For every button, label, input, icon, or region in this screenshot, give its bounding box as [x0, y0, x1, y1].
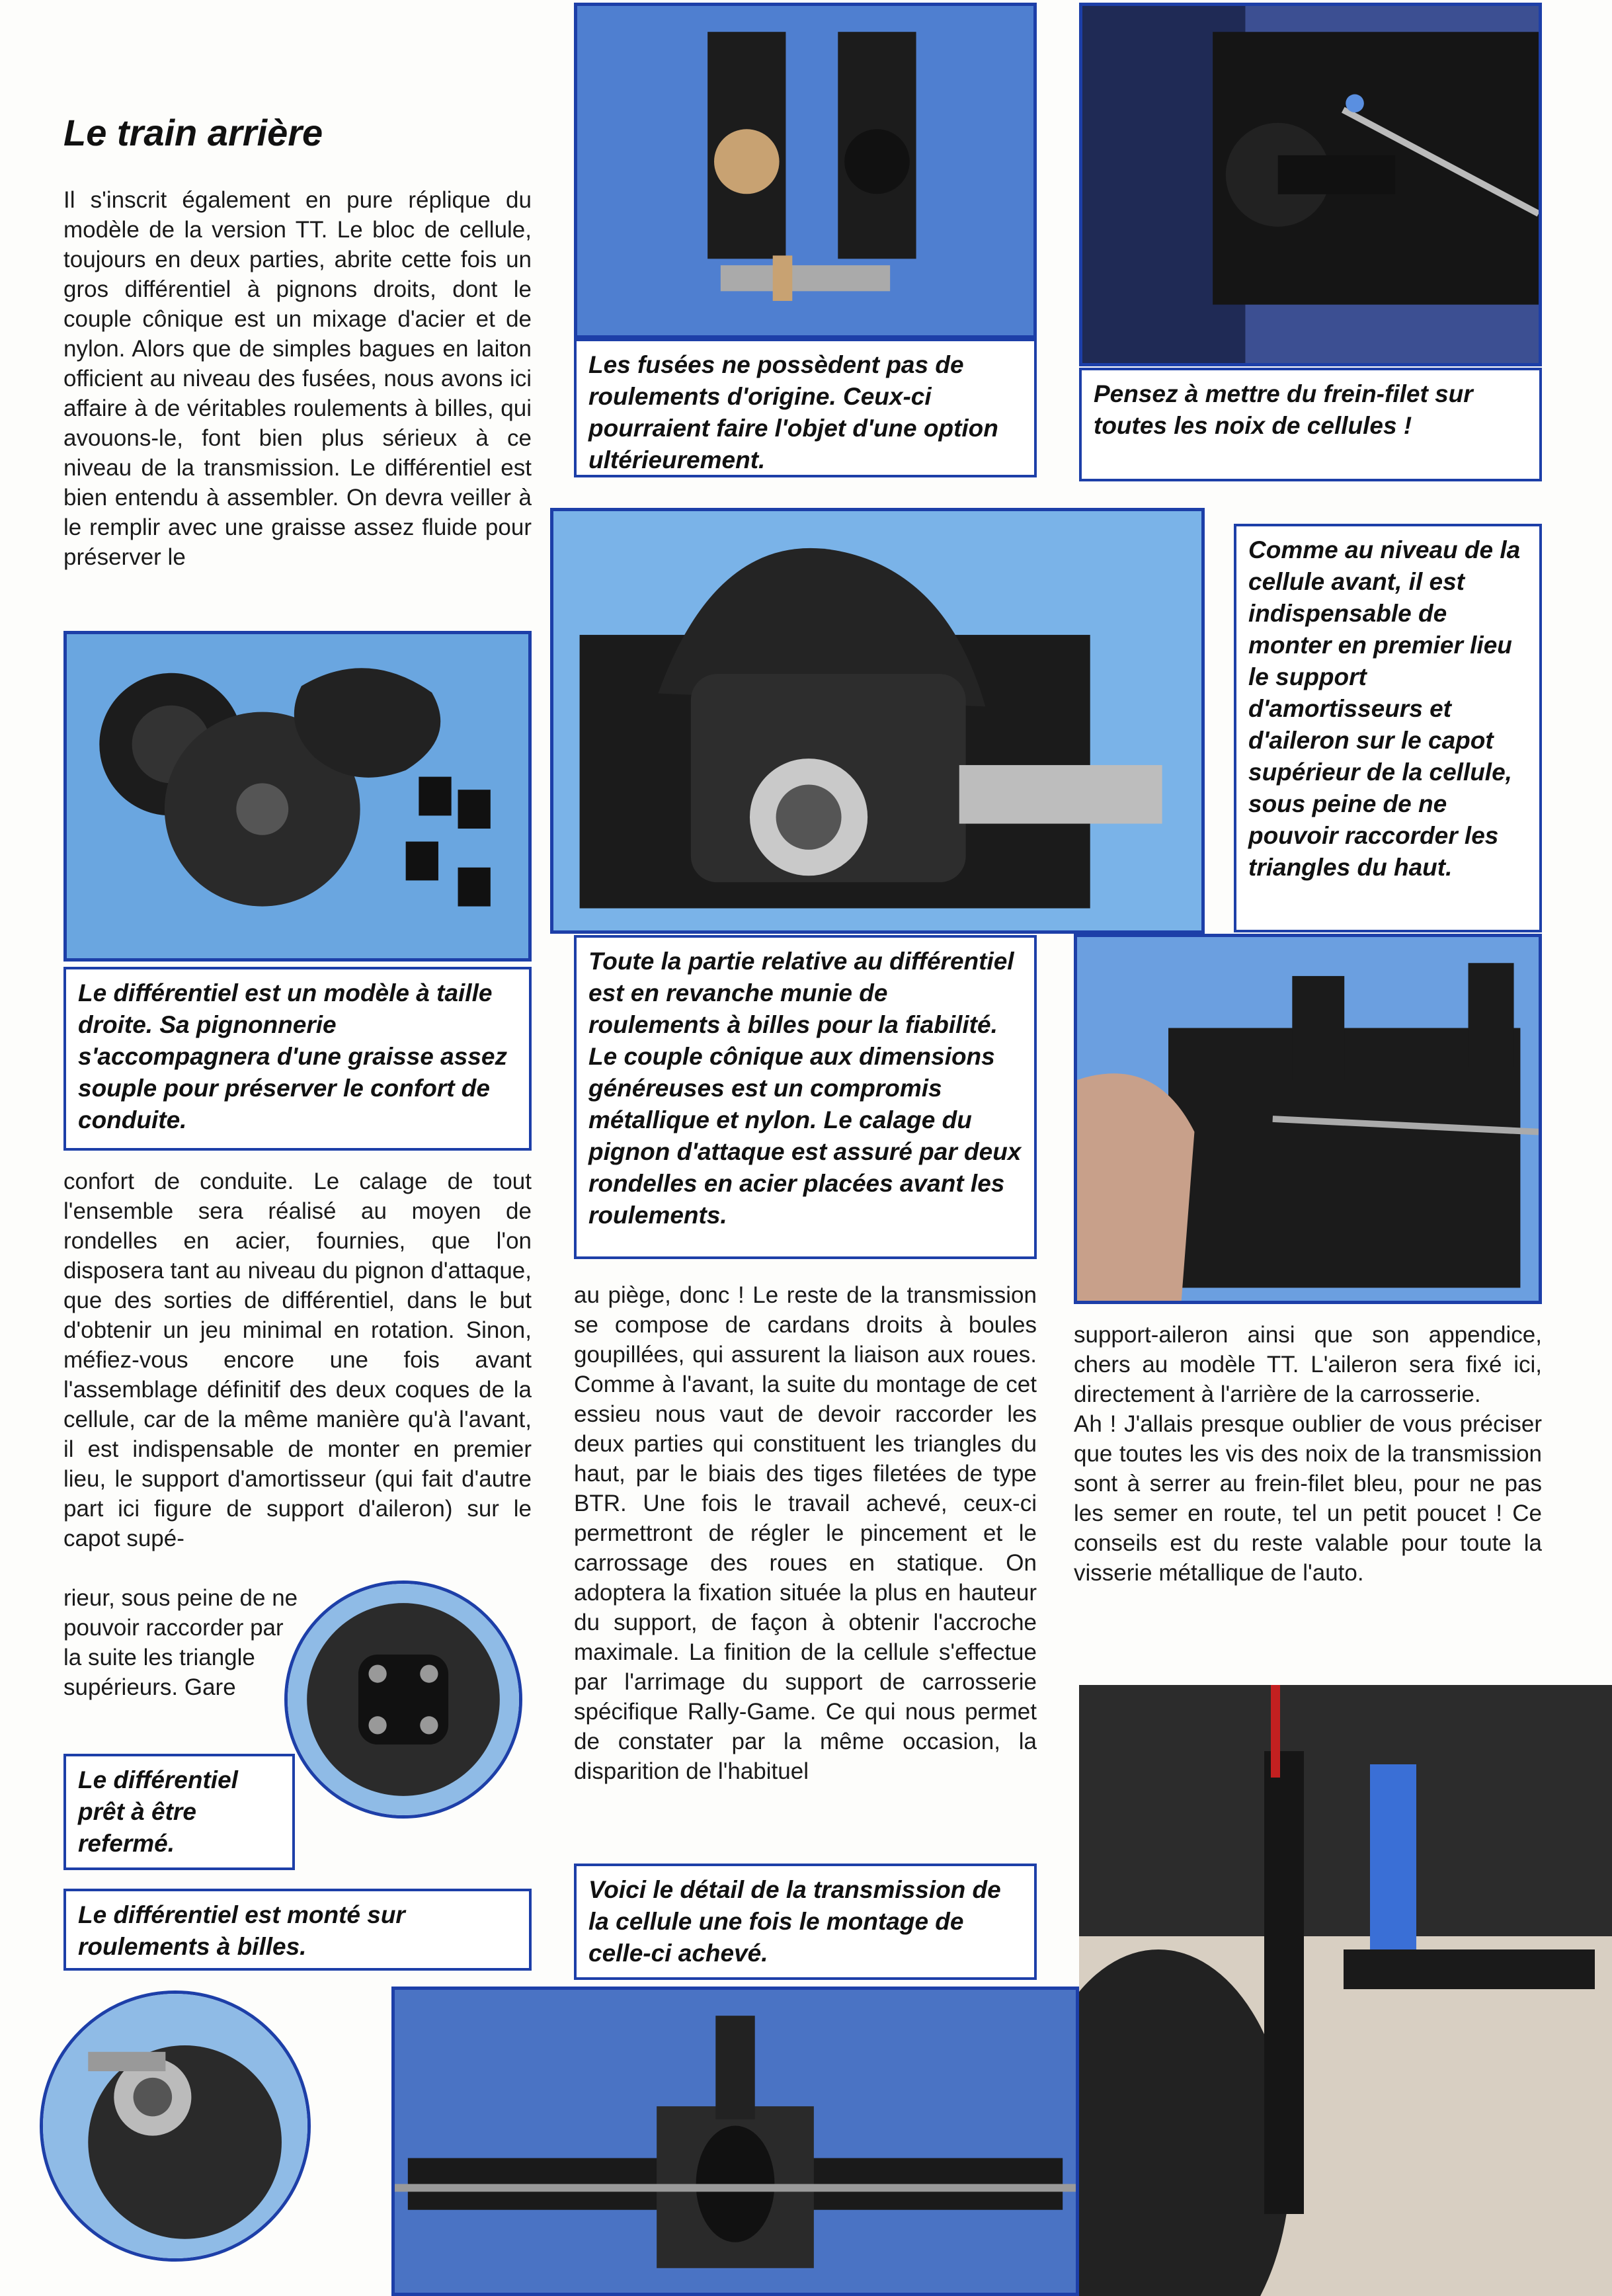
photo-differentiel-pret — [284, 1580, 522, 1819]
caption-cellule-avant: Comme au niveau de la cellule avant, il est indispensable de monter en premier lieu le support d'amortisseurs et d'aileron sur le capot supérieur de la cellule, sous peine de ne pouvoir raccorder les triangles du haut. — [1234, 524, 1542, 932]
photo-differentiel-carter — [550, 508, 1205, 934]
caption-differentiel-modele: Le différentiel est un modèle à taille droite. Sa pignonnerie s'accompagnera d'une graisse assez souple pour préserver le confort de conduite. — [63, 967, 532, 1151]
photo-transmission — [391, 1987, 1079, 2296]
body-text-col1-end: rieur, sous peine de ne pouvoir raccorder par la suite les triangle supérieurs. Gare — [63, 1585, 298, 1700]
body-text-col3-p1: support-aileron ainsi que son appendice, chers au modèle TT. L'aileron sera fixé ici, directement à l'arrière de la carrosserie. — [1074, 1322, 1542, 1407]
body-text-col1-bottom: confort de conduite. Le calage de tout l'ensemble sera réalisé au moyen de rondelles en acier, fournies, que l'on disposera tant au niveau du pignon d'attaque, que des sorties de différentiel, dans le but d'obtenir un jeu minimal en rotation. Sinon, méfiez-vous encore une fois avant l'assemblage définitif des deux coques de la cellule, car de la même manière qu'à l'avant, il est indispensable de monter en premier lieu, le support d'amortisseur (qui fait d'autre part ici figure de support d'aileron) sur le capot supé- — [63, 1168, 532, 1551]
caption-frein-filet: Pensez à mettre du frein-filet sur toutes les noix de cellules ! — [1079, 368, 1542, 481]
caption-partie-relative: Toute la partie relative au différentiel est en revanche munie de roulements à billes pour la fiabilité. Le couple cônique aux dimensions généreuses est un compromis métallique et nylon. Le calage du pignon d'attaque est assuré par deux rondelles en acier placées avant les roulements. — [574, 935, 1037, 1259]
caption-differentiel-monte: Le différentiel est monté sur roulements à billes. — [63, 1889, 532, 1971]
photo-montage-support — [1074, 934, 1542, 1304]
body-text-col2: au piège, donc ! Le reste de la transmission se compose de cardans droits à boules goupillées, qui assurent la liaison aux roues. Comme à l'avant, la suite du montage de cet essieu nous vaut de devoir raccorder les deux parties qui constituent les triangles du haut, par le biais des tiges filetées de type BTR. Une fois le travail achevé, ceux-ci permettront de régler le pincement et le carrossage des roues en statique. On adoptera la fixation située la plus en hauteur du support, de façon à obtenir l'accroche maximale. La finition de la cellule s'effectue par l'arrimage du support de carrosserie spécifique Rally-Game. Ce qui nous permet de constater par la même occasion, la disparition de l'habituel — [574, 1282, 1037, 1784]
body-text-col1-top: Il s'inscrit également en pure réplique du modèle de la version TT. Le bloc de cellule, toujours en deux parties, abrite cette fois un gros différentiel à pignons droits, dont le couple cônique est un mixage d'acier et de nylon. Alors que de simples bagues en laiton officient au niveau des fusées, nous avons ici affaire à de véritables roulements à billes, qui avouons-le, font bien plus sérieux à ce niveau de la transmission. Le différentiel est bien entendu à assembler. On devra veiller à le remplir avec une graisse assez fluide pour préserver le — [63, 187, 532, 570]
body-text-col3 — [1074, 1320, 1542, 1588]
photo-chassis-amortisseur — [1079, 1685, 1612, 2296]
photo-differential-parts — [63, 631, 532, 962]
photo-fusees — [574, 3, 1037, 339]
caption-transmission: Voici le détail de la transmission de la cellule une fois le montage de celle-ci achevé. — [574, 1864, 1037, 1980]
caption-differentiel-pret: Le différentiel prêt à être refermé. — [63, 1754, 295, 1870]
caption-fusees: Les fusées ne possèdent pas de roulements d'origine. Ceux-ci pourraient faire l'objet d'une option ultérieurement. — [574, 339, 1037, 477]
photo-frein-filet — [1079, 3, 1542, 366]
section-heading: Le train arrière — [63, 112, 323, 153]
photo-differentiel-roulements — [40, 1990, 311, 2262]
body-text-col3-p2: Ah ! J'allais presque oublier de vous préciser que toutes les vis des noix de la transmission sont à serrer au frein-filet bleu, pour ne pas les semer en route, tel un petit poucet ! Ce conseils est du reste valable pour toute la visserie métallique de l'auto. — [1074, 1411, 1542, 1586]
